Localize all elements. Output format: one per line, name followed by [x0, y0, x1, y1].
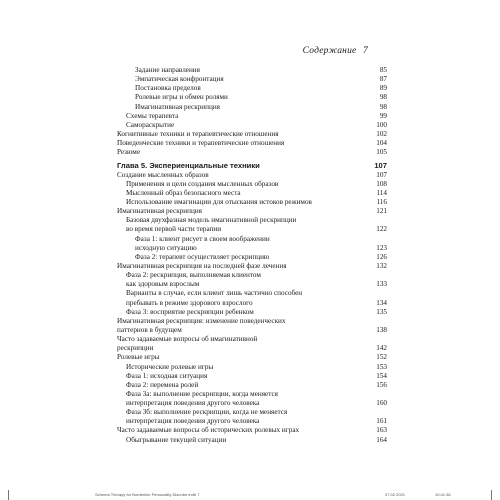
toc-entry-page: 152 — [376, 353, 387, 362]
toc-entry-title: Фаза 2: терапевт осуществляет рескрипцию — [135, 252, 270, 261]
toc-entry-title: во время первой части терапии — [126, 225, 222, 234]
toc-entry-page: 108 — [376, 179, 387, 188]
footer-file-name: Schema Therapy for Borderline Personality Disorder.indb 7 — [95, 492, 200, 497]
toc-entry-page: 121 — [376, 207, 387, 216]
toc-entry-page: 104 — [376, 139, 387, 148]
toc-entry — [117, 317, 387, 326]
running-header-page-number: 7 — [363, 46, 368, 56]
toc-entry — [117, 253, 387, 262]
toc-entry — [117, 262, 387, 271]
toc-entry — [117, 66, 387, 75]
toc-entry — [117, 426, 387, 435]
toc-entry-title: Исторические ролевые игры — [126, 362, 214, 371]
toc-entry — [117, 216, 387, 225]
toc-entry-page: 134 — [376, 298, 387, 307]
toc-entry-title: Самораскрытие — [126, 120, 175, 129]
toc-entry — [117, 75, 387, 84]
toc-entry — [117, 363, 387, 372]
toc-entry-page: 161 — [376, 417, 387, 426]
toc-entry-page: 138 — [376, 325, 387, 334]
print-footer — [0, 490, 500, 500]
toc-entry — [117, 180, 387, 189]
toc-chapter-heading — [117, 161, 387, 170]
toc-entry-page: 102 — [376, 129, 387, 138]
toc-entry-title: Фаза 2: рескрипция, выполняемая клиентом — [126, 271, 261, 280]
toc-entry-page: 133 — [376, 280, 387, 289]
toc-entry-page: 107 — [374, 161, 387, 171]
toc-entry — [117, 171, 387, 180]
toc-entry-title: паттернов в будущем — [117, 325, 182, 334]
toc-entry-page: 114 — [376, 188, 387, 197]
toc-entry-page: 105 — [376, 148, 387, 157]
toc-entry-page: 153 — [376, 362, 387, 371]
toc-entry — [117, 308, 387, 317]
toc-entry — [117, 390, 387, 399]
toc-entry-title: Схемы терапевта — [126, 111, 179, 120]
toc-entry-title: Постановка пределов — [135, 84, 201, 93]
toc-entry-title: исходную ситуацию — [135, 243, 197, 252]
toc-entry-title: Глава 5. Экспериенциальные техники — [117, 161, 260, 171]
crop-mark-left — [8, 490, 9, 500]
toc-entry-title: Фаза 2: перемена ролей — [126, 380, 199, 389]
toc-entry-page: 154 — [376, 371, 387, 380]
toc-entry-title: Ролевые игры — [117, 353, 160, 362]
toc-entry-title: Часто задаваемые вопросы об исторических ролевых играх — [117, 426, 300, 435]
toc-entry — [117, 189, 387, 198]
toc-entry-title: пребывать в режиме здорового взрослого — [126, 298, 253, 307]
toc-entry-title: Имагинативная рескрипция: изменение поведенческих — [117, 316, 286, 325]
toc-entry — [117, 244, 387, 253]
toc-entry-page: 98 — [379, 102, 387, 111]
toc-entry-page: 99 — [379, 111, 387, 120]
crop-mark-right — [491, 490, 492, 500]
toc-entry — [117, 280, 387, 289]
toc-entry — [117, 436, 387, 445]
toc-entry-page: 123 — [376, 243, 387, 252]
toc-entry-title: Создание мысленных образов — [117, 170, 209, 179]
toc-entry-title: Ролевые игры и обмен ролями — [135, 93, 228, 102]
toc-entry-page: 85 — [379, 66, 387, 74]
toc-entry-page: 142 — [376, 344, 387, 353]
toc-entry-title: Часто задаваемые вопросы об имагинативной — [117, 335, 258, 344]
toc-entry-title: Эмпатическая конфронтация — [135, 75, 224, 84]
running-header — [303, 46, 368, 56]
toc-entry — [117, 207, 387, 216]
toc-entry-title: интерпретация поведения другого человека — [126, 399, 260, 408]
toc-entry — [117, 121, 387, 130]
toc-entry-title: Имагинативная рескрипция — [117, 207, 202, 216]
toc-entry-page: 89 — [379, 84, 387, 93]
toc-entry-title: Поведенческие техники и терапевтические отношения — [117, 139, 285, 148]
running-header-title: Содержание — [302, 46, 357, 56]
toc-entry-title: Применения и цели создания мысленных образов — [126, 179, 279, 188]
toc-entry-title: Имагинативная рескрипция — [135, 102, 220, 111]
toc-entry-page: 100 — [376, 120, 387, 129]
footer-time: 10:41:38 — [435, 492, 451, 497]
toc-entry-page: 156 — [376, 380, 387, 389]
table-of-contents — [117, 66, 387, 445]
toc-entry-title: Базовая двухфазная модель имагинативной рескрипции — [126, 216, 297, 225]
toc-entry-title: Задание направления — [135, 66, 200, 74]
toc-entry-page: 98 — [379, 93, 387, 102]
toc-entry-title: Варианты в случае, если клиент лишь частично способен — [126, 289, 303, 298]
toc-entry-title: Мысленный образ безопасного места — [126, 188, 241, 197]
toc-entry-title: Фаза 3: восприятие рескрипции ребенком — [126, 307, 254, 316]
toc-entry — [117, 353, 387, 362]
toc-entry-title: Фаза 1: клиент рисует в своем воображении — [135, 234, 270, 243]
toc-entry — [117, 130, 387, 139]
toc-entry — [117, 235, 387, 244]
toc-entry-title: Обыгрывание текущей ситуации — [126, 435, 227, 444]
toc-entry — [117, 299, 387, 308]
toc-entry — [117, 372, 387, 381]
footer-date: 07.02.2021 — [385, 492, 406, 497]
toc-entry — [117, 271, 387, 280]
toc-entry — [117, 93, 387, 102]
toc-entry — [117, 326, 387, 335]
toc-entry — [117, 344, 387, 353]
toc-entry — [117, 225, 387, 234]
toc-entry — [117, 148, 387, 157]
toc-entry — [117, 103, 387, 112]
toc-entry — [117, 139, 387, 148]
toc-entry-title: Имагинативная рескрипция на последней фазе лечения — [117, 261, 287, 270]
toc-entry-page: 164 — [376, 435, 387, 444]
toc-entry — [117, 417, 387, 426]
toc-entry-page: 160 — [376, 399, 387, 408]
toc-entry-page: 163 — [376, 426, 387, 435]
toc-entry — [117, 408, 387, 417]
toc-entry — [117, 381, 387, 390]
toc-entry-title: Когнитивные техники и терапевтические отношения — [117, 129, 279, 138]
toc-entry-title: Фаза 3а: выполнение рескрипции, когда меняется — [126, 389, 278, 398]
toc-entry-page: 122 — [376, 225, 387, 234]
toc-entry — [117, 399, 387, 408]
toc-entry — [117, 198, 387, 207]
toc-entry-title: как здоровым взрослым — [126, 280, 200, 289]
toc-entry — [117, 84, 387, 93]
toc-entry-page: 135 — [376, 307, 387, 316]
toc-entry-title: Фаза 1: исходная ситуация — [126, 371, 208, 380]
toc-entry-page: 116 — [376, 197, 387, 206]
toc-entry-page: 87 — [379, 75, 387, 84]
toc-entry-page: 107 — [376, 170, 387, 179]
toc-entry-title: Фаза 3б: выполнение рескрипции, когда не меняется — [126, 408, 288, 417]
toc-entry-title: рескрипции — [117, 344, 154, 353]
toc-entry-page: 126 — [376, 252, 387, 261]
toc-entry — [117, 112, 387, 121]
toc-entry — [117, 335, 387, 344]
toc-entry-title: Резюме — [117, 148, 141, 157]
toc-entry-title: Использование имагинации для отыскания истоков режимов — [126, 197, 312, 206]
toc-entry-page: 132 — [376, 261, 387, 270]
toc-entry-title: интерпретация поведения другого человека — [126, 417, 260, 426]
toc-entry — [117, 289, 387, 298]
